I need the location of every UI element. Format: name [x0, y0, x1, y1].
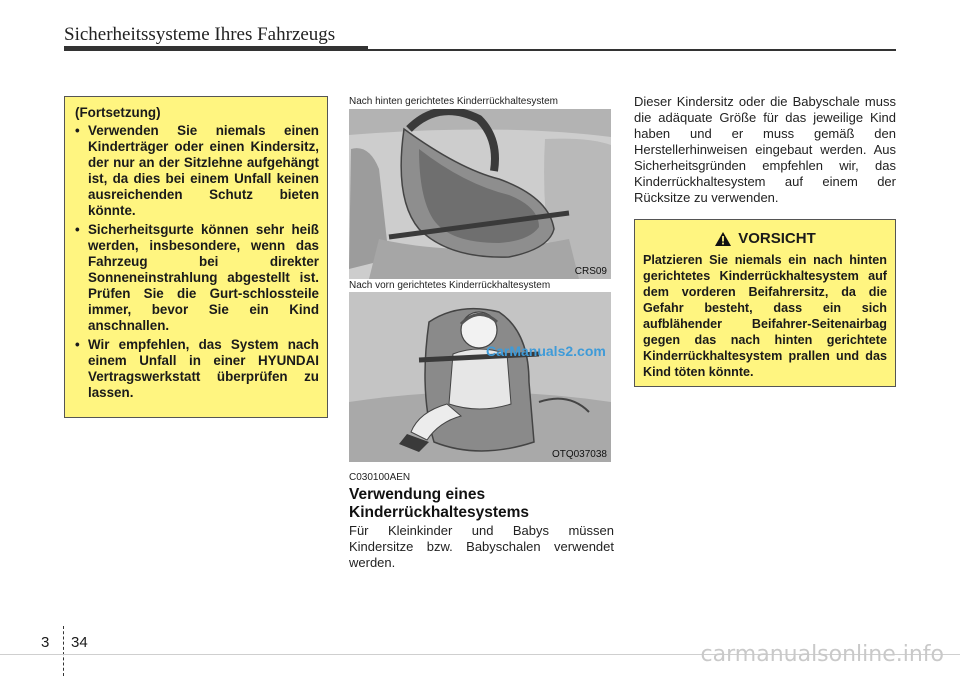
footer-site-watermark: carmanualsonline.info [700, 642, 944, 667]
caution-box [634, 219, 896, 387]
continued-warning-box [64, 96, 328, 418]
figure-forward-facing-seat [349, 292, 611, 462]
section-body: Für Kleinkinder und Babys müssen Kindersitze bzw. Babyschalen verwendet werden. [349, 523, 614, 570]
watermark-text: CarManuals2.com [486, 343, 606, 359]
header-rule-thick [64, 46, 368, 51]
continued-heading: (Fortsetzung) [75, 105, 161, 120]
caution-title: VORSICHT [738, 230, 816, 247]
page-number-divider [63, 626, 64, 676]
figure-code: OTQ037038 [551, 449, 607, 460]
right-column-paragraph: Dieser Kindersitz oder die Babyschale muss die adäquate Größe für das jeweilige Kind haben und er muss gemäß den Herstellerhinweisen eingebaut werden. Aus Sicherheitsgründen empfehlen wir, das Kinderrückhaltesystem auf einem der Rücksitze zu verwenden. [634, 94, 896, 205]
section-heading: Verwendung eines Kinderrückhaltesystems [349, 486, 530, 521]
continued-list [75, 123, 319, 401]
page-number: 34 [71, 634, 88, 651]
list-item: • Sicherheitsgurte können sehr heiß werden, insbesondere, wenn das Fahrzeug bei direkter Sonneneinstrahlung abgestellt ist. Prüfen Sie die Gurt-schlossteile immer, bevor Sie ein Kind anschnallen. [75, 222, 319, 334]
rear-facing-seat-illustration [349, 109, 611, 279]
header-rule-thin [368, 49, 896, 51]
figure-caption-rear-facing: Nach hinten gerichtetes Kinderrückhaltesystem [349, 96, 558, 107]
caution-text: Platzieren Sie niemals ein nach hinten gerichtetes Kinderrückhaltesystem auf dem vorderen Beifahrersitz, da die Gefahr besteht, dass ein sich aufblähender Beifahrer-Seitenairbag gegen das nach hinten gerichtete Kinderrückhaltesystem prallen und das Kind töten könnte. [643, 253, 887, 379]
chapter-number: 3 [41, 634, 50, 651]
page-header-title: Sicherheitssysteme Ihres Fahrzeugs [64, 24, 336, 45]
forward-facing-seat-illustration [349, 292, 611, 462]
list-item: • Wir empfehlen, das System nach einem Unfall in einer HYUNDAI Vertragswerkstatt überprüfen zu lassen. [75, 337, 319, 401]
warning-triangle-icon [714, 231, 732, 247]
figure-rear-facing-seat [349, 109, 611, 279]
figure-caption-forward-facing: Nach vorn gerichtetes Kinderrückhaltesystem [349, 280, 551, 291]
figure-code: CRS09 [574, 266, 607, 277]
caution-title-row [643, 230, 887, 247]
section-code: C030100AEN [349, 472, 411, 483]
list-item: • Verwenden Sie niemals einen Kinderträger oder einen Kindersitz, der nur an der Sitzlehne aufgehängt ist, da dies bei einem Unfall keinen ausreichenden Schutz bieten könnte. [75, 123, 319, 219]
